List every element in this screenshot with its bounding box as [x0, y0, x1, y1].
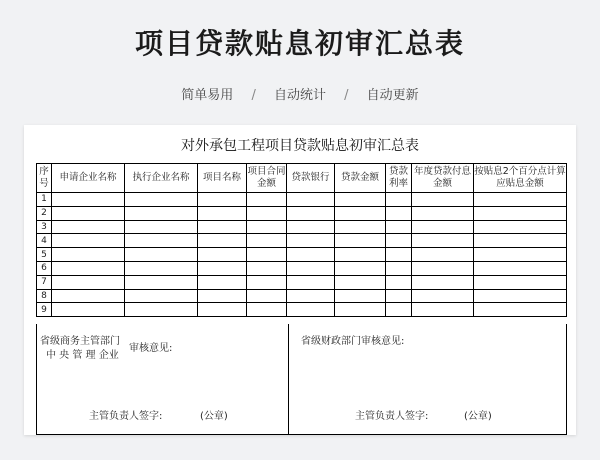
commerce-opinion-label: 审核意见: [129, 343, 173, 354]
tag-easy: 简单易用 [181, 88, 234, 103]
finance-approval-cell[interactable] [289, 324, 567, 435]
table-cell[interactable] [52, 303, 125, 317]
table-row [37, 275, 567, 289]
row-index: 9 [37, 303, 52, 317]
commerce-dept-label: 省级商务主管部门 [40, 336, 120, 347]
table-row [37, 206, 567, 220]
finance-sign-label: 主管负责人签字: [355, 411, 429, 422]
row-index: 6 [37, 261, 52, 275]
approval-section [36, 324, 567, 435]
table-cell[interactable] [412, 303, 474, 317]
col-header-rate: 贷款利率 [386, 164, 412, 193]
table-cell[interactable] [474, 248, 567, 262]
table-cell[interactable] [287, 234, 335, 248]
table-cell[interactable] [335, 275, 386, 289]
table-row [37, 220, 567, 234]
finance-seal-label: (公章) [464, 411, 492, 422]
table-cell[interactable] [474, 289, 567, 303]
page-title: 项目贷款贴息初审汇总表 [134, 27, 465, 60]
table-cell[interactable] [386, 234, 412, 248]
table-cell[interactable] [198, 261, 247, 275]
table-cell[interactable] [287, 261, 335, 275]
table-cell[interactable] [474, 206, 567, 220]
table-cell[interactable] [474, 234, 567, 248]
table-cell[interactable] [198, 206, 247, 220]
finance-opinion-label: 省级财政部门审核意见: [301, 336, 405, 347]
table-cell[interactable] [335, 234, 386, 248]
table-cell[interactable] [412, 206, 474, 220]
table-cell[interactable] [125, 206, 198, 220]
commerce-approval-cell[interactable] [37, 324, 289, 435]
table-cell[interactable] [125, 248, 198, 262]
table-cell[interactable] [198, 275, 247, 289]
table-cell[interactable] [335, 220, 386, 234]
row-index: 7 [37, 275, 52, 289]
table-cell[interactable] [287, 248, 335, 262]
table-cell[interactable] [474, 193, 567, 207]
table-cell[interactable] [287, 193, 335, 207]
table-cell[interactable] [386, 289, 412, 303]
table-cell[interactable] [247, 206, 287, 220]
table-cell[interactable] [412, 275, 474, 289]
header-row [37, 164, 567, 193]
col-header-bank: 贷款银行 [287, 164, 335, 193]
table-cell[interactable] [386, 261, 412, 275]
table-cell[interactable] [287, 289, 335, 303]
col-header-index: 序号 [37, 164, 52, 193]
table-row [37, 234, 567, 248]
tag-auto-stats: 自动统计 [273, 88, 326, 103]
table-cell[interactable] [335, 303, 386, 317]
table-cell[interactable] [386, 275, 412, 289]
summary-table [36, 163, 567, 317]
table-cell[interactable] [125, 234, 198, 248]
table-cell[interactable] [198, 289, 247, 303]
table-cell[interactable] [247, 220, 287, 234]
table-cell[interactable] [125, 220, 198, 234]
table-cell[interactable] [247, 193, 287, 207]
table-cell[interactable] [125, 303, 198, 317]
document-title: 对外承包工程项目贷款贴息初审汇总表 [181, 138, 419, 154]
table-cell[interactable] [52, 289, 125, 303]
table-cell[interactable] [198, 193, 247, 207]
table-cell[interactable] [125, 289, 198, 303]
table-cell[interactable] [335, 289, 386, 303]
row-index: 1 [37, 193, 52, 207]
table-cell[interactable] [198, 303, 247, 317]
table-cell[interactable] [52, 261, 125, 275]
spreadsheet-preview [24, 125, 576, 435]
table-row [37, 193, 567, 207]
table-cell[interactable] [287, 206, 335, 220]
table-cell[interactable] [412, 289, 474, 303]
table-body [37, 193, 567, 317]
table-cell[interactable] [287, 303, 335, 317]
table-cell[interactable] [386, 220, 412, 234]
table-cell[interactable] [287, 275, 335, 289]
row-index: 5 [37, 248, 52, 262]
table-cell[interactable] [386, 193, 412, 207]
commerce-seal-label: (公章) [200, 411, 228, 422]
table-cell[interactable] [474, 303, 567, 317]
table-cell[interactable] [386, 248, 412, 262]
table-cell[interactable] [386, 206, 412, 220]
row-index: 4 [37, 234, 52, 248]
table-cell[interactable] [474, 220, 567, 234]
col-header-contract-amount: 项目合同金额 [247, 164, 287, 193]
table-cell[interactable] [247, 303, 287, 317]
table-cell[interactable] [287, 220, 335, 234]
table-cell[interactable] [247, 261, 287, 275]
tag-separator: / [344, 88, 349, 103]
table-cell[interactable] [125, 275, 198, 289]
table-row [37, 248, 567, 262]
commerce-sign-label: 主管负责人签字: [89, 411, 163, 422]
table-cell[interactable] [335, 261, 386, 275]
table-cell[interactable] [386, 303, 412, 317]
table-cell[interactable] [474, 261, 567, 275]
table-cell[interactable] [247, 234, 287, 248]
table-cell[interactable] [198, 234, 247, 248]
central-enterprise-label: 中 央 管 理 企业 [46, 350, 119, 361]
tag-auto-update: 自动更新 [366, 88, 419, 103]
table-cell[interactable] [412, 248, 474, 262]
table-cell[interactable] [335, 193, 386, 207]
col-header-annual-interest: 年度贷款付息金额 [412, 164, 474, 193]
table-cell[interactable] [52, 275, 125, 289]
row-index: 2 [37, 206, 52, 220]
col-header-loan-amount: 贷款金额 [335, 164, 386, 193]
table-cell[interactable] [247, 275, 287, 289]
col-header-applicant: 申请企业名称 [52, 164, 125, 193]
feature-tags [0, 84, 600, 103]
table-cell[interactable] [125, 261, 198, 275]
table-row [37, 303, 567, 317]
table-cell[interactable] [412, 261, 474, 275]
table-cell[interactable] [335, 248, 386, 262]
table-row [37, 289, 567, 303]
hero-banner [0, 0, 600, 115]
table-cell[interactable] [52, 248, 125, 262]
table-cell[interactable] [412, 220, 474, 234]
table-cell[interactable] [52, 220, 125, 234]
row-index: 3 [37, 220, 52, 234]
table-cell[interactable] [247, 289, 287, 303]
table-cell[interactable] [335, 206, 386, 220]
table-row [37, 261, 567, 275]
table-cell[interactable] [198, 248, 247, 262]
table-cell[interactable] [52, 234, 125, 248]
table-cell[interactable] [474, 275, 567, 289]
table-cell[interactable] [412, 193, 474, 207]
tag-separator: / [251, 88, 256, 103]
col-header-project: 项目名称 [198, 164, 247, 193]
col-header-subsidy: 按贴息2个百分点计算应贴息金额 [474, 164, 567, 193]
col-header-executor: 执行企业名称 [125, 164, 198, 193]
table-cell[interactable] [198, 220, 247, 234]
table-cell[interactable] [125, 193, 198, 207]
table-cell[interactable] [247, 248, 287, 262]
table-cell[interactable] [412, 234, 474, 248]
table-cell[interactable] [52, 193, 125, 207]
row-index: 8 [37, 289, 52, 303]
table-cell[interactable] [52, 206, 125, 220]
